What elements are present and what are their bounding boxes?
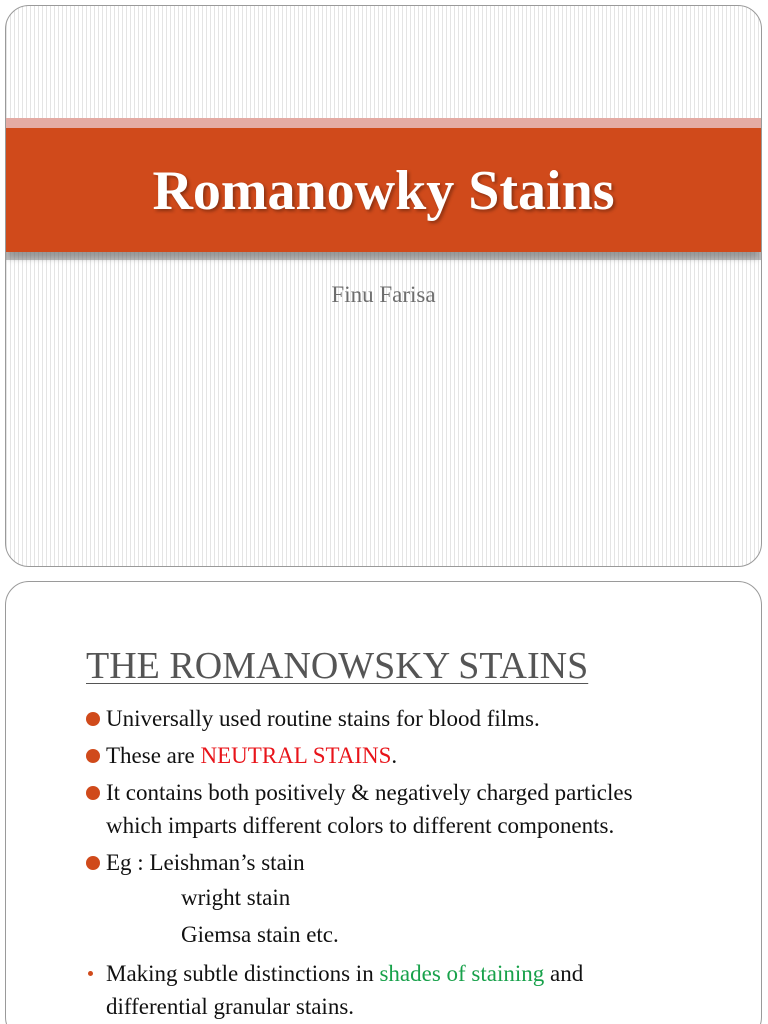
slide-subtitle: Finu Farisa bbox=[331, 282, 436, 307]
sub-item-wright: wright stain bbox=[181, 885, 291, 910]
list-item bbox=[84, 776, 744, 842]
list-item bbox=[84, 957, 744, 1023]
bullet-dot-icon bbox=[86, 786, 100, 800]
bullet-text: Universally used routine stains for blood films. bbox=[106, 706, 540, 731]
title-slide bbox=[5, 5, 762, 567]
list-item bbox=[84, 739, 744, 772]
bullet-text-suffix: . bbox=[391, 743, 398, 768]
bullet-dot-icon bbox=[88, 971, 93, 976]
bullet-text: These are bbox=[106, 743, 201, 768]
bullet-text-continued: which imparts different colors to different components. bbox=[106, 813, 615, 838]
bullet-list bbox=[84, 702, 744, 1024]
bullet-text: Eg : Leishman’s stain bbox=[106, 850, 305, 875]
bullet-text-suffix: and bbox=[544, 961, 584, 986]
bullet-dot-icon bbox=[86, 856, 100, 870]
sub-item-giemsa: Giemsa stain etc. bbox=[181, 922, 339, 947]
highlight-shades-of-staining: shades of staining bbox=[379, 961, 545, 986]
bullet-text-continued: differential granular stains. bbox=[106, 994, 355, 1019]
list-item bbox=[84, 702, 744, 735]
content-slide bbox=[5, 581, 762, 1024]
highlight-neutral-stains: NEUTRAL STAINS bbox=[200, 743, 392, 768]
bullet-dot-icon bbox=[86, 749, 100, 763]
title-band-accent bbox=[6, 118, 761, 128]
list-item bbox=[84, 846, 744, 953]
title-band-shadow bbox=[6, 252, 761, 260]
bullet-text: Making subtle distinctions in bbox=[106, 961, 380, 986]
bullet-dot-icon bbox=[86, 712, 100, 726]
slide-title: Romanowky Stains bbox=[152, 160, 615, 222]
section-heading: THE ROMANOWSKY STAINS bbox=[86, 645, 589, 687]
bullet-text: It contains both positively & negatively charged particles bbox=[106, 780, 633, 805]
